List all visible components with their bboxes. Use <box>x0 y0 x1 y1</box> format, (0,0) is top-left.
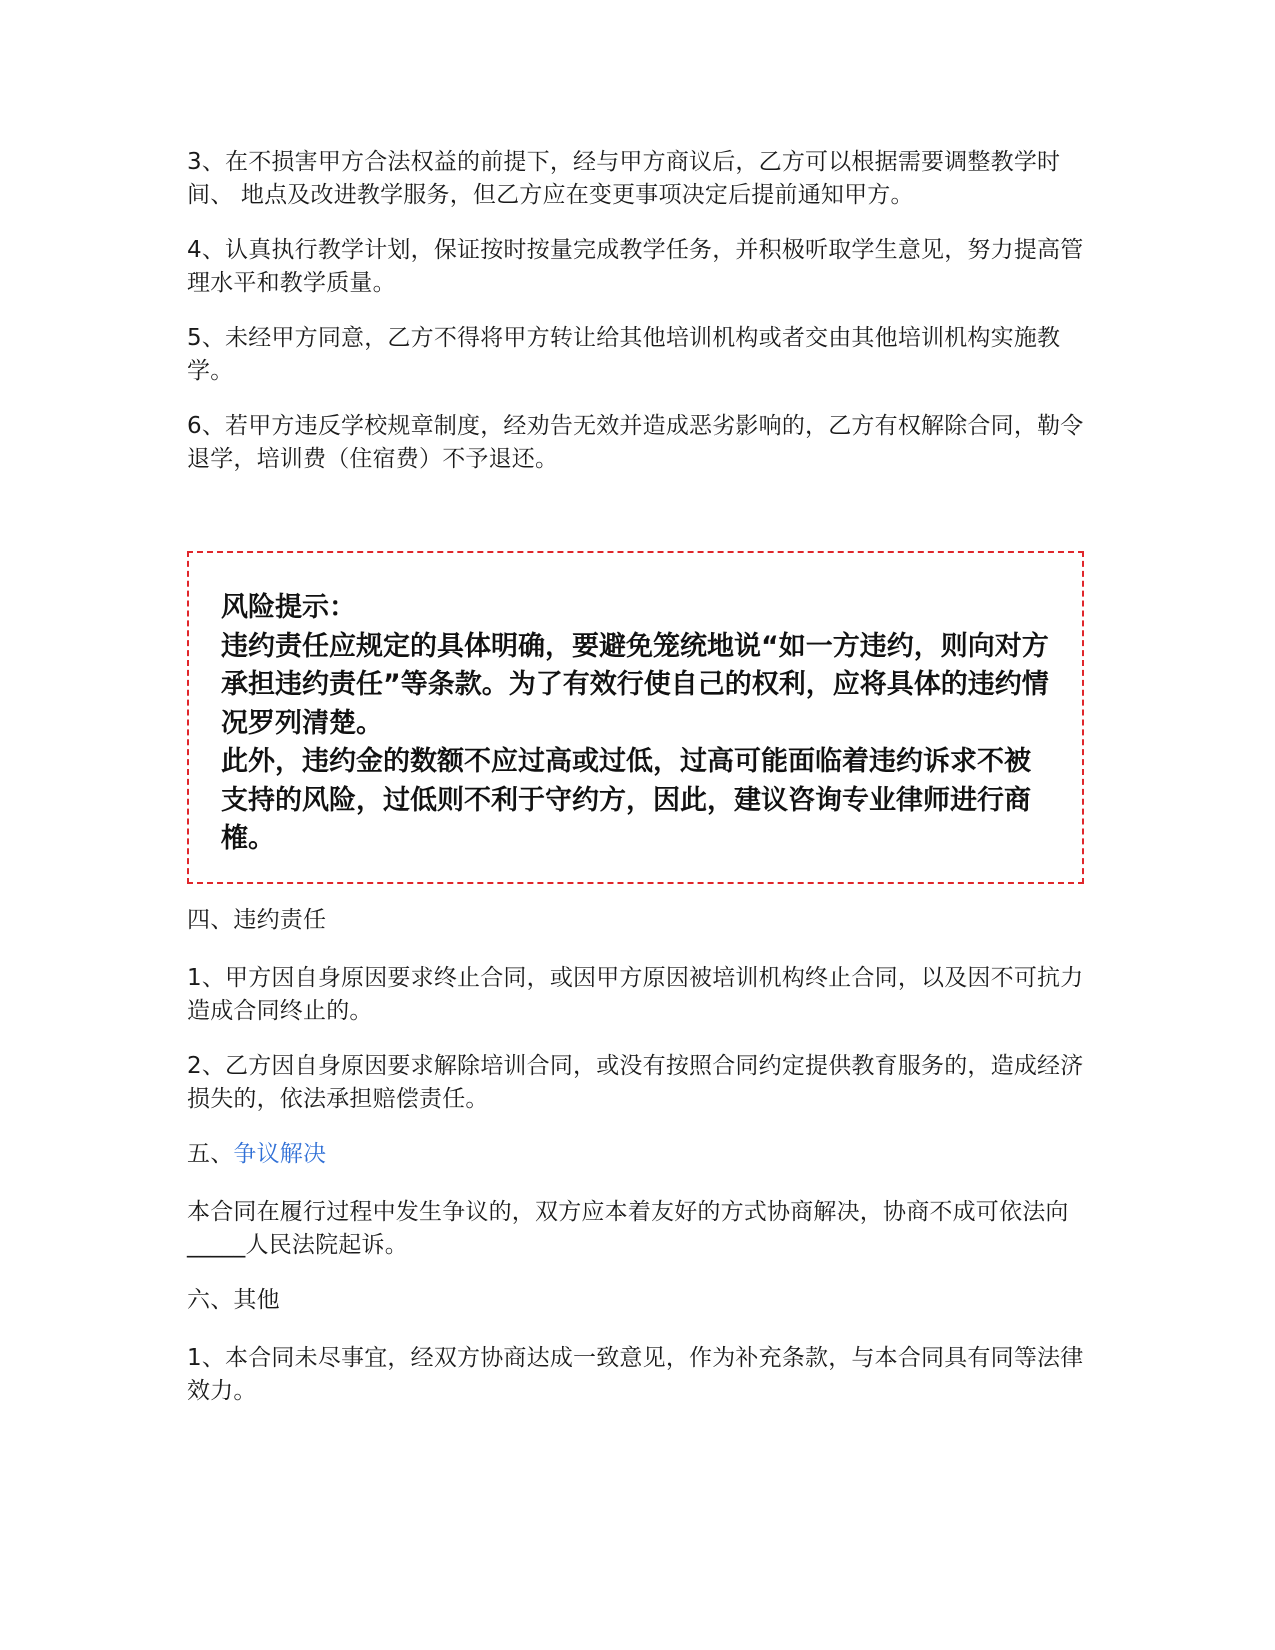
clause-3: 3、在不损害甲方合法权益的前提下，经与甲方商议后，乙方可以根据需要调整教学时间、 地点及改进教学服务，但乙方应在变更事项决定后提前通知甲方。 <box>187 149 1061 208</box>
risk-notice-title: 风险提示： <box>221 592 356 623</box>
section-4-heading: 四、违约责任 <box>187 907 327 933</box>
risk-notice-text <box>221 589 1051 859</box>
section-6-item-1: 1、本合同未尽事宜，经双方协商达成一致意见，作为补充条款，与本合同具有同等法律效力。 <box>187 1345 1084 1404</box>
clause-5: 5、未经甲方同意，乙方不得将甲方转让给其他培训机构或者交由其他培训机构实施教学。 <box>187 325 1061 384</box>
section-4-item-2: 2、乙方因自身原因要求解除培训合同，或没有按照合同约定提供教育服务的，造成经济损失的，依法承担赔偿责任。 <box>187 1053 1084 1112</box>
risk-notice-paragraph-2: 此外，违约金的数额不应过高或过低，过高可能面临着违约诉求不被支持的风险，过低则不利于守约方，因此，建议咨询专业律师进行商榷。 <box>221 746 1031 854</box>
risk-notice-box <box>187 551 1084 884</box>
section-5-heading <box>187 1138 1097 1171</box>
clause-6: 6、若甲方违反学校规章制度，经劝告无效并造成恶劣影响的，乙方有权解除合同，勒令退学，培训费（住宿费）不予退还。 <box>187 413 1084 472</box>
section-4-item-1: 1、甲方因自身原因要求终止合同，或因甲方原因被培训机构终止合同，以及因不可抗力造成合同终止的。 <box>187 965 1084 1024</box>
section-6-heading: 六、其他 <box>187 1287 280 1313</box>
section-5-heading-prefix: 五、 <box>187 1141 234 1167</box>
section-5-body: 本合同在履行过程中发生争议的，双方应本着友好的方式协商解决，协商不成可依法向_____人民法院起诉。 <box>187 1199 1069 1258</box>
section-5-heading-link[interactable]: 争议解决 <box>233 1141 327 1167</box>
clause-4: 4、认真执行教学计划，保证按时按量完成教学任务，并积极听取学生意见，努力提高管理水平和教学质量。 <box>187 237 1084 296</box>
risk-notice-paragraph-1: 违约责任应规定的具体明确，要避免笼统地说“如一方违约，则向对方承担违约责任”等条款。为了有效行使自己的权利，应将具体的违约情况罗列清楚。 <box>221 630 1049 739</box>
